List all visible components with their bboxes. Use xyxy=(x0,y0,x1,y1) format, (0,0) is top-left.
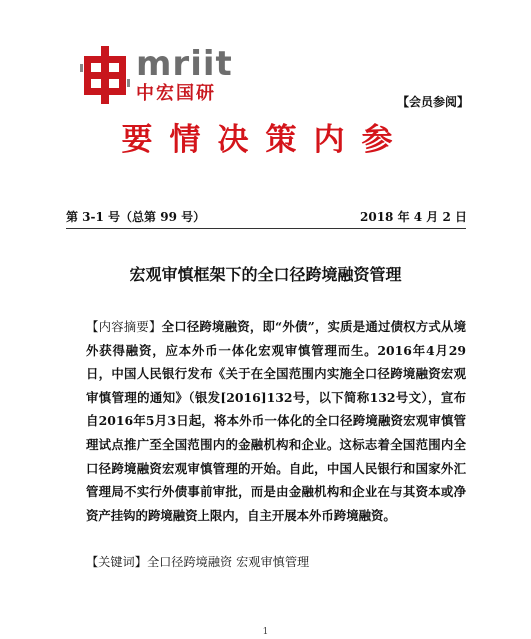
issue-number: 第 3-1 号（总第 99 号） xyxy=(66,210,206,224)
abstract-paragraph xyxy=(86,315,466,527)
abstract-label: 【内容摘要】 xyxy=(86,319,162,334)
brand-mark-icon xyxy=(80,46,130,104)
brand-name-en: mriit xyxy=(136,44,233,84)
keywords-text: 全口径跨境融资 宏观审慎管理 xyxy=(146,555,310,569)
brand-logo xyxy=(80,46,250,108)
masthead-title: 要情决策内参 xyxy=(121,122,410,158)
brand-name-cn: 中宏国研 xyxy=(136,83,216,104)
article-title: 宏观审慎框架下的全口径跨境融资管理 xyxy=(129,265,402,284)
page-number: 1 xyxy=(262,627,269,637)
member-tag: 【会员参阅】 xyxy=(396,95,469,109)
abstract-text: 全口径跨境融资，即“外债”，实质是通过债权方式从境外获得融资，应本外币一体化宏观审慎管理而生。2016年4月29日，中国人民银行发布《关于在全国范围内实施全口径跨境融资宏观审慎管理的通知》（银发[2016]132号，以下简称132号文），宣布自2016年5月3日起，将本外币一体化的全口径跨境融资宏观审慎管理试点推广至全国范围内的金融机构和企业。这标志着全国范围内全口径跨境融资宏观审慎管理的开始。自此，中国人民银行和国家外汇管理局不实行外债事前审批，而是由金融机构和企业在与其资本或净资产挂钩的跨境融资上限内，自主开展本外币跨境融资。 xyxy=(86,319,466,523)
keywords-label: 【关键词】 xyxy=(86,555,147,569)
header-divider xyxy=(66,228,466,229)
issue-date: 2018 年 4 月 2 日 xyxy=(360,210,467,224)
keywords-line xyxy=(86,552,466,572)
